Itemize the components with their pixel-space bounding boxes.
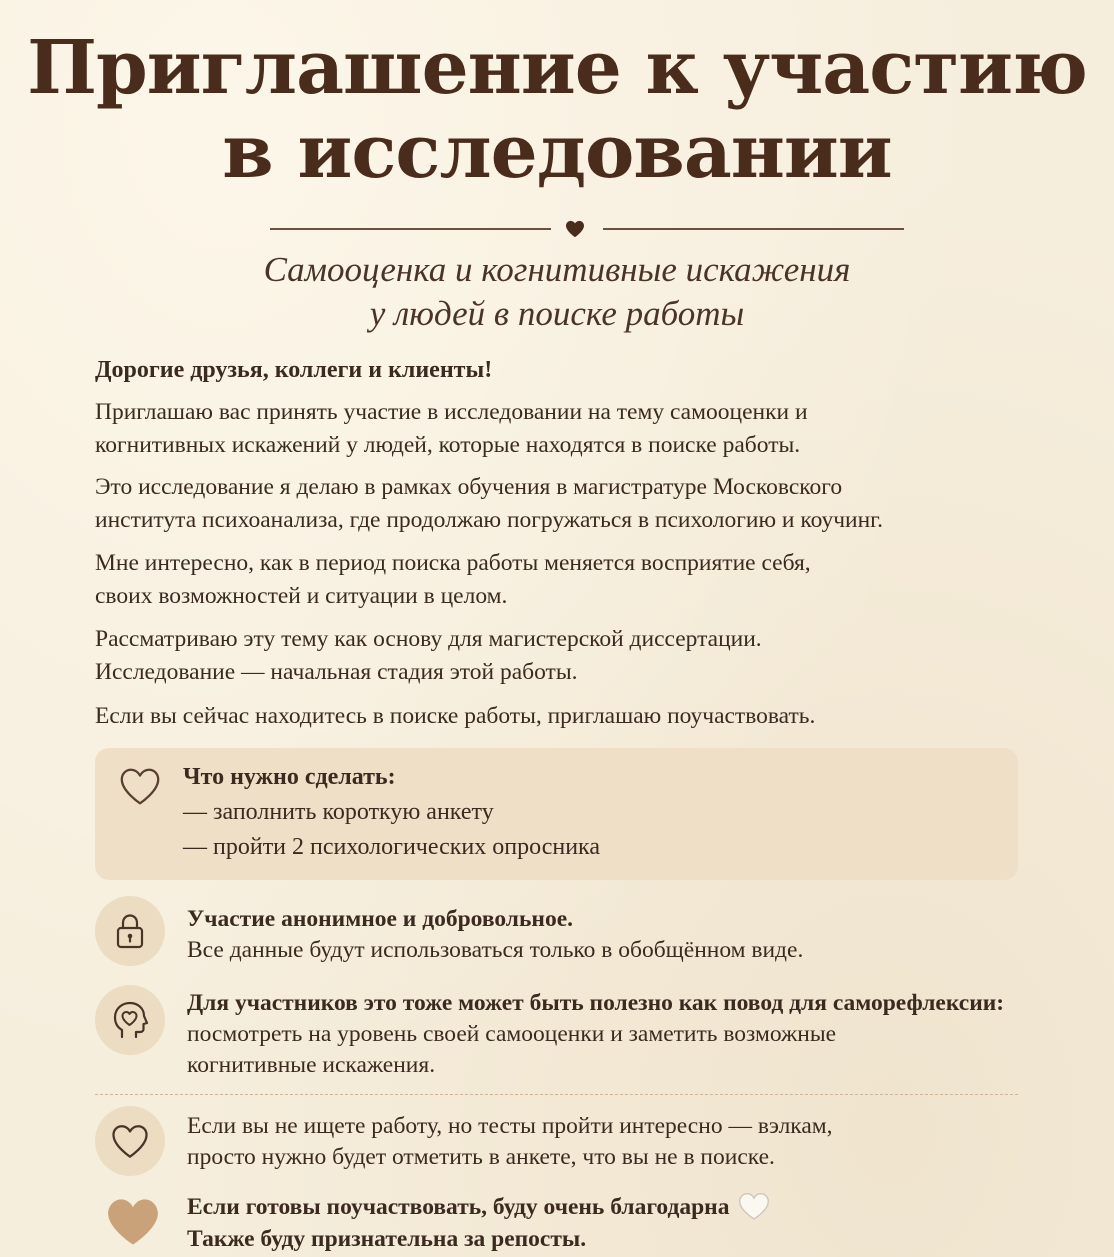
heart-icon-circle: [95, 1106, 165, 1176]
paragraph-interest: [95, 547, 1035, 613]
paragraph-line: Приглашаю вас принять участие в исследовании на тему самооценки и: [95, 399, 808, 425]
paragraph-line: Это исследование я делаю в рамках обучения в магистратуре Московского: [95, 474, 843, 500]
not-searching-text: [187, 1111, 833, 1173]
closing-line-1: [187, 1192, 771, 1224]
greeting: Дорогие друзья, коллеги и клиенты!: [95, 357, 493, 383]
title-divider: [270, 218, 904, 240]
anonymous-body: Все данные будут использоваться только в обобщённом виде.: [187, 937, 804, 963]
white-heart-icon: [737, 1191, 771, 1221]
not-searching-line: просто нужно будет отметить в анкете, что вы не в поиске.: [187, 1144, 775, 1170]
head-heart-icon: [108, 998, 152, 1042]
reflection-row: [95, 985, 1035, 1079]
paragraph-line: института психоанализа, где продолжаю погружаться в психологию и коучинг.: [95, 507, 884, 533]
todo-heading: Что нужно сделать:: [183, 764, 396, 790]
heart-outline-icon: [117, 764, 163, 810]
reflection-line: когнитивные искажения.: [187, 1052, 436, 1078]
lock-icon: [113, 912, 147, 950]
divider-line-left: [270, 228, 551, 230]
closing-line-2: Также буду признательна за репосты.: [187, 1225, 587, 1252]
paragraph-line: когнитивных искажений у людей, которые находятся в поиске работы.: [95, 432, 801, 458]
todo-box: [95, 748, 1018, 880]
paragraph-line: Рассматриваю эту тему как основу для магистерской диссертации.: [95, 626, 762, 652]
title-line-2: в исследовании: [222, 109, 892, 195]
reflection-line: посмотреть на уровень своей самооценки и заметить возможные: [187, 1021, 837, 1047]
title-line-1: Приглашение к участию: [27, 25, 1087, 111]
closing-row: [95, 1192, 1035, 1256]
reflection-text: [187, 988, 1004, 1081]
closing-thanks: Если готовы поучаствовать, буду очень благодарна: [187, 1194, 730, 1220]
todo-text: [183, 760, 600, 865]
head-heart-icon-circle: [95, 985, 165, 1055]
heart-filled-icon: [105, 1196, 161, 1248]
anonymous-heading: Участие анонимное и добровольное.: [187, 906, 574, 932]
subtitle: [0, 248, 1114, 336]
lock-icon-circle: [95, 896, 165, 966]
anonymous-row: [95, 896, 1035, 968]
reflection-heading: Для участников это тоже может быть полезно как повод для саморефлексии:: [187, 990, 1005, 1016]
dashed-divider: [95, 1094, 1018, 1095]
paragraph-line: Исследование — начальная стадия этой работы.: [95, 659, 578, 685]
paragraph-invite: [95, 700, 1035, 733]
heart-outline-icon: [109, 1121, 151, 1161]
paragraph-line: Если вы сейчас находитесь в поиске работы, приглашаю поучаствовать.: [95, 703, 816, 729]
page-title: [0, 26, 1114, 194]
not-searching-line: Если вы не ищете работу, но тесты пройти интересно — вэлкам,: [187, 1113, 833, 1139]
subtitle-line-2: у людей в поиске работы: [369, 294, 745, 333]
todo-item: — заполнить короткую анкету: [183, 799, 494, 825]
divider-line-right: [603, 228, 904, 230]
paragraph-dissertation: [95, 623, 1035, 689]
divider-heart-icon: [565, 220, 585, 238]
not-searching-row: [95, 1106, 1035, 1176]
anonymous-text: [187, 904, 803, 966]
paragraph-intro: [95, 396, 1035, 462]
paragraph-line: своих возможностей и ситуации в целом.: [95, 583, 508, 609]
subtitle-line-1: Самооценка и когнитивные искажения: [263, 250, 851, 289]
paragraph-line: Мне интересно, как в период поиска работы меняется восприятие себя,: [95, 550, 811, 576]
paragraph-study-context: [95, 471, 1035, 537]
todo-item: — пройти 2 психологических опросника: [183, 834, 600, 860]
closing-text: [187, 1192, 771, 1255]
